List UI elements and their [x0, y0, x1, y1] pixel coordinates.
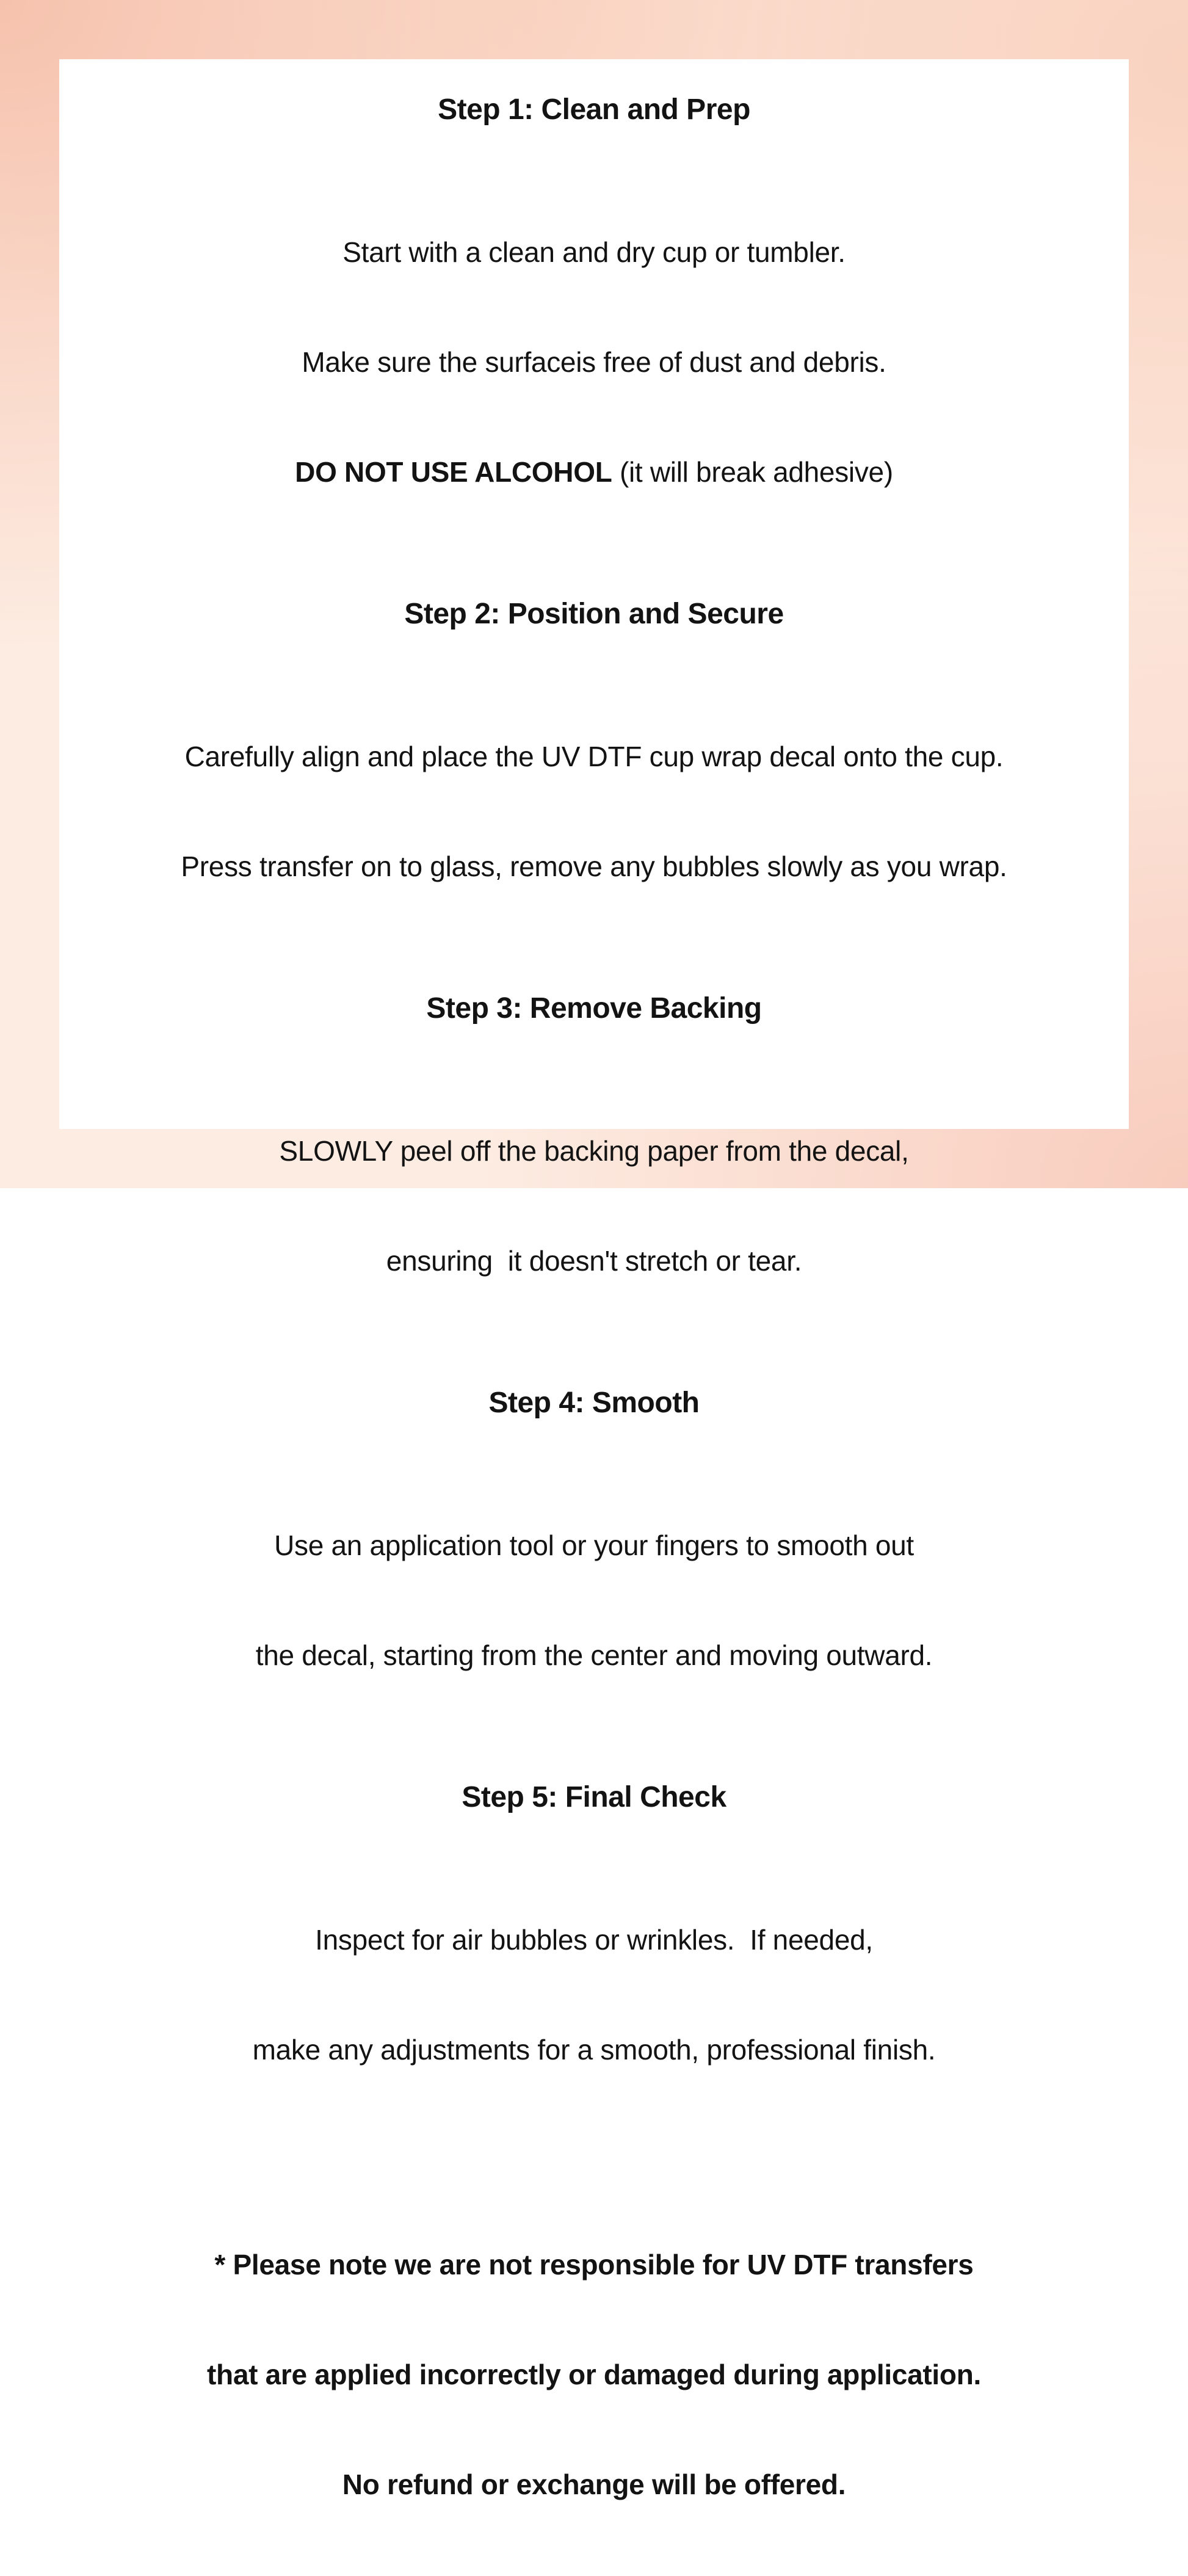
step-3-line-2: ensuring it doesn't stretch or tear. [386, 1245, 802, 1277]
alcohol-warning-bold: DO NOT USE ALCOHOL [295, 456, 612, 488]
step-4-line-2: the decal, starting from the center and moving outward. [255, 1639, 933, 1671]
step-1-line-2: Make sure the surfaceis free of dust and debris. [302, 346, 886, 378]
step-section-2 [84, 595, 1104, 958]
disclaimer-line-3: No refund or exchange will be offered. [342, 2469, 846, 2500]
step-1-heading: Step 1: Clean and Prep [438, 93, 750, 126]
step-3-heading: Step 3: Remove Backing [426, 992, 762, 1025]
step-section-4 [84, 1384, 1104, 1747]
disclaimer [84, 2173, 1104, 2576]
disclaimer-line-2: that are applied incorrectly or damaged during application. [207, 2359, 981, 2390]
step-4-body [84, 1454, 1104, 1747]
step-5-heading: Step 5: Final Check [462, 1781, 726, 1813]
step-3-body [84, 1059, 1104, 1352]
disclaimer-line-1: * Please note we are not responsible for UV DTF transfers [214, 2249, 974, 2280]
step-5-line-1: Inspect for air bubbles or wrinkles. If needed, [315, 1924, 873, 1956]
step-4-heading: Step 4: Smooth [488, 1387, 700, 1419]
step-section-3 [84, 990, 1104, 1352]
step-3-line-1: SLOWLY peel off the backing paper from the decal, [279, 1135, 909, 1167]
step-section-5 [84, 1779, 1104, 2141]
step-section-1 [84, 91, 1104, 564]
step-5-body [84, 1848, 1104, 2141]
step-1-alcohol-warning [84, 454, 1104, 490]
step-2-line-1: Carefully align and place the UV DTF cup wrap decal onto the cup. [184, 741, 1004, 772]
step-1-line-1: Start with a clean and dry cup or tumbler. [342, 236, 846, 268]
instruction-card [59, 59, 1129, 2500]
step-5-line-2: make any adjustments for a smooth, professional finish. [252, 2034, 936, 2066]
step-2-body [84, 665, 1104, 958]
step-1-body [84, 161, 1104, 564]
alcohol-warning-note: (it will break adhesive) [612, 456, 893, 488]
step-2-line-2: Press transfer on to glass, remove any bubbles slowly as you wrap. [181, 851, 1007, 882]
step-4-line-1: Use an application tool or your fingers to smooth out [274, 1529, 914, 1561]
step-2-heading: Step 2: Position and Secure [404, 598, 784, 630]
